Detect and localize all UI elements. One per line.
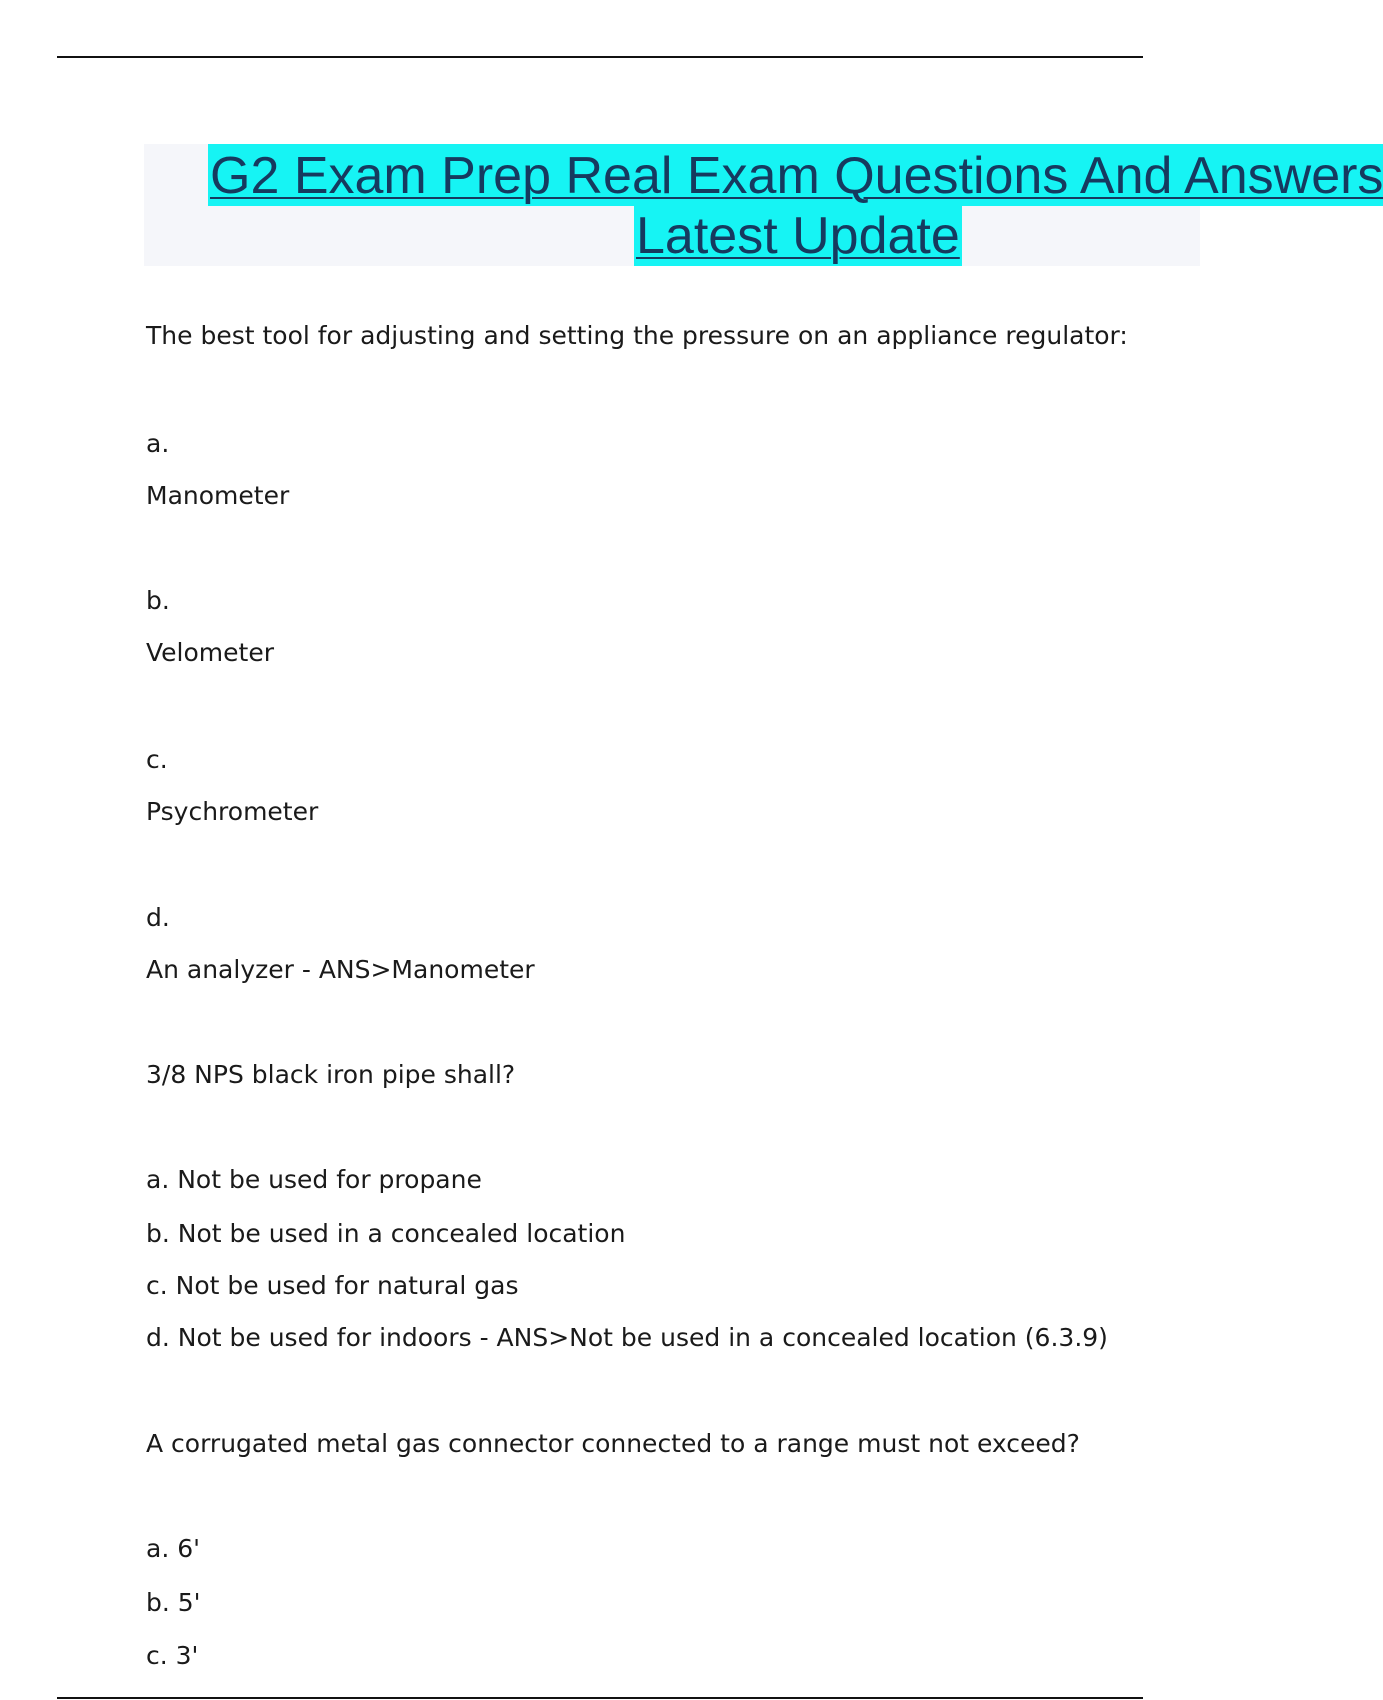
- question-2-option-a: a. Not be used for propane: [146, 1165, 482, 1194]
- document-title: [144, 144, 1383, 266]
- title-line-1: G2 Exam Prep Real Exam Questions And Answers: [208, 144, 1383, 206]
- question-3-option-a: a. 6': [146, 1534, 200, 1563]
- question-2-option-b: b. Not be used in a concealed location: [146, 1219, 626, 1248]
- question-1-option-a-letter: a.: [146, 429, 170, 458]
- question-1-option-a-text: Manometer: [146, 481, 290, 510]
- question-1-prompt: The best tool for adjusting and setting the pressure on an appliance regulator:: [146, 321, 1128, 350]
- question-1-option-c-text: Psychrometer: [146, 797, 319, 826]
- question-3-option-c: c. 3': [146, 1641, 199, 1670]
- top-divider: [57, 56, 1143, 58]
- question-3-option-b: b. 5': [146, 1588, 201, 1617]
- question-1-option-b-text: Velometer: [146, 638, 274, 667]
- title-line-2: Latest Update: [636, 207, 960, 265]
- question-2-option-d: d. Not be used for indoors - ANS>Not be used in a concealed location (6.3.9): [146, 1323, 1108, 1352]
- bottom-divider: [57, 1697, 1143, 1699]
- question-1-option-d-text: An analyzer - ANS>Manometer: [146, 955, 535, 984]
- question-1-option-c-letter: c.: [146, 745, 168, 774]
- question-1-option-b-letter: b.: [146, 586, 170, 615]
- question-2-option-c: c. Not be used for natural gas: [146, 1271, 519, 1300]
- question-1-option-d-letter: d.: [146, 903, 170, 932]
- question-2-prompt: 3/8 NPS black iron pipe shall?: [146, 1060, 516, 1089]
- question-3-prompt: A corrugated metal gas connector connected to a range must not exceed?: [146, 1429, 1080, 1458]
